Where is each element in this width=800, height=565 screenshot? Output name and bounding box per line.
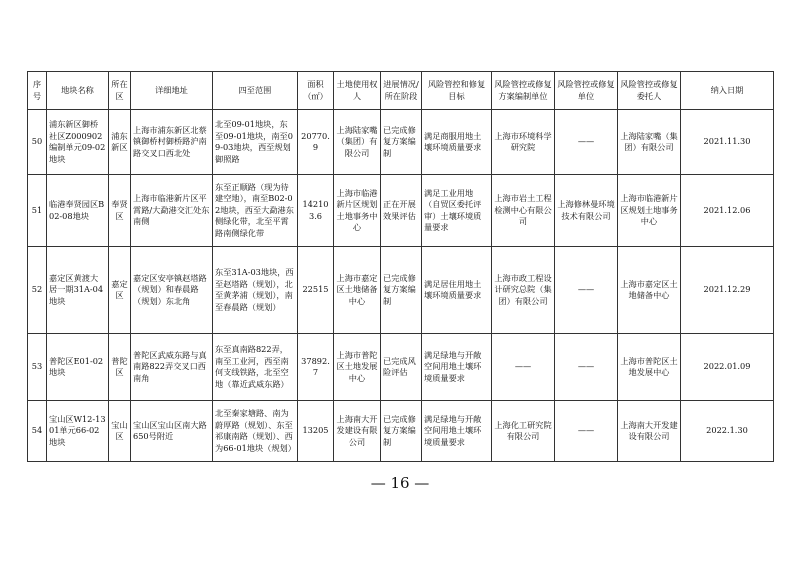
contaminated-site-table [27, 71, 774, 462]
cell-land-user: 上海陆家嘴（集团）有限公司 [334, 110, 381, 175]
cell-district: 奉贤区 [109, 175, 131, 247]
cell-client: 上海市嘉定区土地储备中心 [618, 247, 681, 334]
header-cell: 风险管控或修复单位 [555, 72, 618, 110]
cell-index: 50 [28, 110, 47, 175]
header-cell: 面积（㎡） [298, 72, 334, 110]
cell-client: 上海市临港新片区规划土地事务中心 [618, 175, 681, 247]
header-cell: 详细地址 [131, 72, 213, 110]
cell-district: 宝山区 [109, 401, 131, 462]
cell-date: 2021.11.30 [681, 110, 774, 175]
cell-plan-unit: 上海市政工程设计研究总院（集团）有限公司 [492, 247, 555, 334]
cell-area: 13205 [298, 401, 334, 462]
cell-address: 宝山区宝山区南大路650号附近 [131, 401, 213, 462]
header-cell: 序号 [28, 72, 47, 110]
header-cell: 四至范围 [213, 72, 298, 110]
header-cell: 风险管控或修复方案编制单位 [492, 72, 555, 110]
cell-plan-unit: 上海市岩土工程检测中心有限公司 [492, 175, 555, 247]
cell-progress: 正在开展效果评估 [381, 175, 422, 247]
cell-index: 54 [28, 401, 47, 462]
cell-date: 2021.12.06 [681, 175, 774, 247]
cell-remediation-unit: 上海修林曼环境技术有限公司 [555, 175, 618, 247]
cell-site-name: 浦东新区御桥社区Z000902编制单元09-02地块 [47, 110, 109, 175]
cell-district: 嘉定区 [109, 247, 131, 334]
table-row [28, 175, 774, 247]
cell-boundaries: 北至秦家塘路、南为蔚厚路（规划）、东至祁康南路（规划）、西为66-01地块（规划） [213, 401, 298, 462]
cell-index: 53 [28, 334, 47, 401]
cell-area: 20770.9 [298, 110, 334, 175]
cell-site-name: 嘉定区黄渡大居一期31A-04地块 [47, 247, 109, 334]
header-cell: 风险管控和修复目标 [422, 72, 492, 110]
header-cell: 纳入日期 [681, 72, 774, 110]
cell-date: 2021.12.29 [681, 247, 774, 334]
cell-area: 22515 [298, 247, 334, 334]
cell-remediation-unit: —— [555, 247, 618, 334]
cell-remediation-unit: —— [555, 334, 618, 401]
table-row [28, 401, 774, 462]
header-cell: 所在区 [109, 72, 131, 110]
cell-area: 37892.7 [298, 334, 334, 401]
cell-land-user: 上海南大开发建设有限公司 [334, 401, 381, 462]
cell-address: 嘉定区安亭镇赵塔路（规划）和春晨路（规划）东北角 [131, 247, 213, 334]
page-number: — 16 — [370, 474, 430, 492]
cell-client: 上海陆家嘴（集团）有限公司 [618, 110, 681, 175]
cell-remediation-unit: —— [555, 401, 618, 462]
cell-address: 普陀区武威东路与真南路822弄交叉口西南角 [131, 334, 213, 401]
cell-progress: 已完成修复方案编制 [381, 247, 422, 334]
cell-boundaries: 东至31A-03地块，西至赵塔路（规划），北至黄茅浦（规划），南至春晨路（规划） [213, 247, 298, 334]
header-row [28, 72, 774, 110]
cell-land-user: 上海市临港新片区规划土地事务中心 [334, 175, 381, 247]
cell-site-name: 临港奉贤园区B02-08地块 [47, 175, 109, 247]
cell-plan-unit: 上海化工研究院有限公司 [492, 401, 555, 462]
cell-plan-unit: —— [492, 334, 555, 401]
cell-target: 满足居住用地土壤环境质量要求 [422, 247, 492, 334]
cell-site-name: 普陀区E01-02地块 [47, 334, 109, 401]
table-row [28, 334, 774, 401]
cell-progress: 已完成修复方案编制 [381, 401, 422, 462]
cell-address: 上海市临港新片区平霄路/大勐港交汇处东南侧 [131, 175, 213, 247]
cell-target: 满足商服用地土壤环境质量要求 [422, 110, 492, 175]
header-cell: 地块名称 [47, 72, 109, 110]
cell-target: 满足绿地与开敞空间用地土壤环境质量要求 [422, 334, 492, 401]
cell-plan-unit: 上海市环境科学研究院 [492, 110, 555, 175]
cell-client: 上海市普陀区土地发展中心 [618, 334, 681, 401]
cell-target: 满足工业用地（自贸区委托评审）土壤环境质量要求 [422, 175, 492, 247]
cell-index: 51 [28, 175, 47, 247]
cell-boundaries: 北至09-01地块，东至09-01地块，南至09-03地块，西至规划御照路 [213, 110, 298, 175]
cell-remediation-unit: —— [555, 110, 618, 175]
header-cell: 风险管控或修复委托人 [618, 72, 681, 110]
cell-index: 52 [28, 247, 47, 334]
header-cell: 土地使用权人 [334, 72, 381, 110]
cell-client: 上海南大开发建设有限公司 [618, 401, 681, 462]
cell-address: 上海市浦东新区北蔡镇御桥村御桥路沪南路交叉口西北处 [131, 110, 213, 175]
cell-land-user: 上海市嘉定区土地储备中心 [334, 247, 381, 334]
cell-district: 普陀区 [109, 334, 131, 401]
cell-date: 2022.01.09 [681, 334, 774, 401]
cell-area: 142103.6 [298, 175, 334, 247]
cell-date: 2022.1.30 [681, 401, 774, 462]
cell-progress: 已完成风险评估 [381, 334, 422, 401]
table-row [28, 110, 774, 175]
cell-progress: 已完成修复方案编制 [381, 110, 422, 175]
table-row [28, 247, 774, 334]
cell-district: 浦东新区 [109, 110, 131, 175]
cell-land-user: 上海市普陀区土地发展中心 [334, 334, 381, 401]
cell-site-name: 宝山区W12-1301单元66-02地块 [47, 401, 109, 462]
cell-target: 满足绿地与开敞空间用地土壤环境质量要求 [422, 401, 492, 462]
cell-boundaries: 东至真南路822弄，南至工业河，西至南何支线铁路，北至空地（靠近武威东路） [213, 334, 298, 401]
header-cell: 进展情况/所在阶段 [381, 72, 422, 110]
cell-boundaries: 东至正顺路（现为待建空地），南至B02-02地块，西至大勐港东侧绿化带，北至平霄路南侧绿化带 [213, 175, 298, 247]
